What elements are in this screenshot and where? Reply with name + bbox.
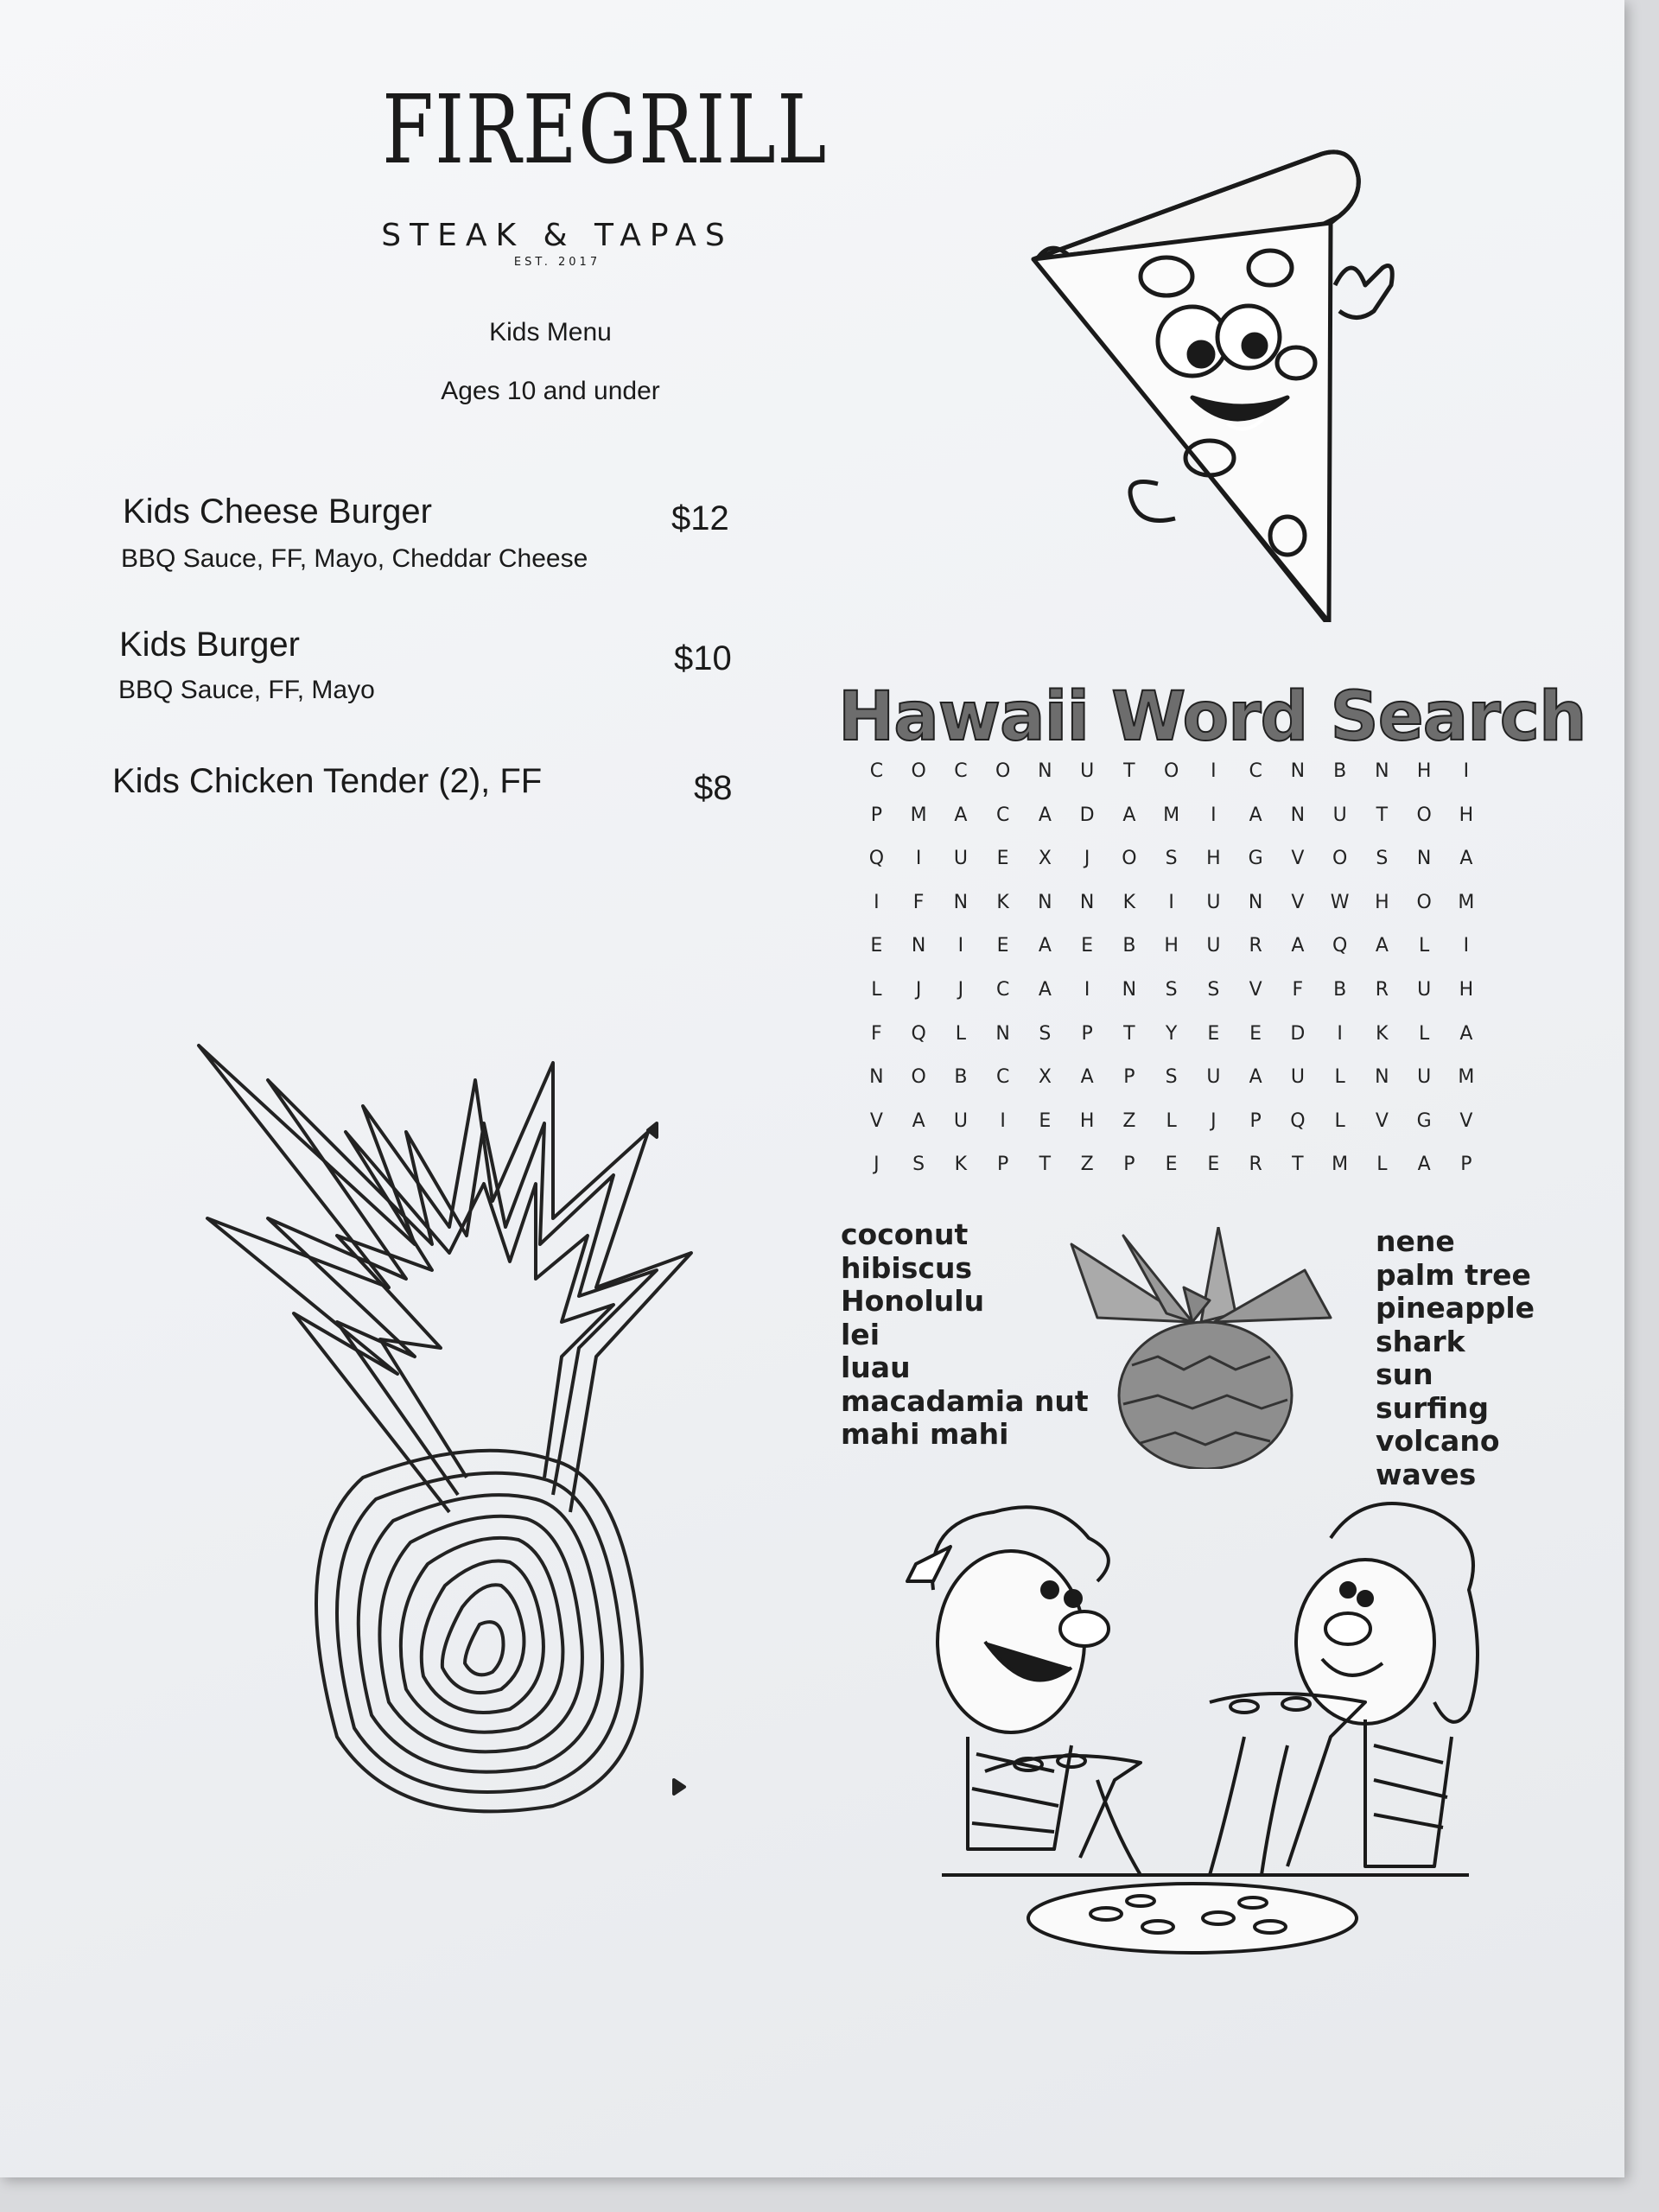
- grid-letter: L: [1418, 1022, 1430, 1045]
- grid-letter: E: [1207, 1022, 1220, 1045]
- grid-letter: A: [1291, 935, 1305, 957]
- grid-letter: M: [1458, 1066, 1475, 1089]
- grid-letter: F: [1292, 978, 1304, 1001]
- grid-letter: A: [954, 804, 968, 826]
- grid-letter: C: [995, 978, 1010, 1001]
- word-list-left: [841, 1218, 1089, 1452]
- grid-letter: E: [1207, 1154, 1220, 1176]
- grid-letter: T: [1123, 760, 1135, 782]
- grid-letter: I: [1463, 760, 1470, 782]
- grid-spacer: [1487, 935, 1529, 957]
- grid-letter: O: [1416, 891, 1432, 913]
- grid-letter: N: [1375, 760, 1389, 782]
- grid-letter: U: [1290, 1066, 1305, 1089]
- grid-letter: Q: [911, 1022, 926, 1045]
- grid-letter: X: [1038, 848, 1052, 870]
- grid-letter: I: [1000, 1109, 1006, 1132]
- grid-letter: A: [1038, 935, 1052, 957]
- grid-letter: U: [1206, 1066, 1221, 1089]
- grid-spacer: [1487, 760, 1529, 783]
- grid-letter: N: [1038, 760, 1052, 782]
- grid-letter: G: [1248, 848, 1263, 870]
- grid-letter: C: [954, 760, 968, 782]
- grid-letter: T: [1123, 1022, 1135, 1045]
- grid-letter: R: [1249, 1154, 1262, 1176]
- grid-letter: B: [1122, 935, 1136, 957]
- grid-letter: I: [874, 891, 880, 913]
- grid-letter: S: [1207, 978, 1220, 1001]
- grid-spacer: [1487, 1066, 1529, 1089]
- grid-letter: D: [1290, 1022, 1306, 1045]
- grid-spacer: [1487, 1023, 1529, 1046]
- grid-letter: P: [1123, 1154, 1135, 1176]
- logo-tagline: STEAK & TAPAS: [381, 218, 734, 253]
- grid-letter: U: [1206, 891, 1221, 913]
- grid-letter: N: [1038, 891, 1052, 913]
- menu-item-price: $10: [674, 639, 732, 677]
- grid-letter: T: [1292, 1154, 1304, 1176]
- grid-letter: A: [1038, 804, 1052, 826]
- grid-letter: M: [910, 804, 927, 826]
- grid-letter: J: [874, 1154, 880, 1176]
- word-list-item: mahi mahi: [841, 1417, 1009, 1451]
- grid-letter: I: [1463, 935, 1470, 957]
- grid-letter: P: [870, 804, 883, 826]
- grid-letter: H: [1416, 760, 1432, 782]
- grid-letter: A: [1249, 1066, 1262, 1089]
- menu-title: Kids Menu: [489, 318, 612, 346]
- grid-letter: L: [1376, 1154, 1388, 1176]
- grid-letter: V: [1375, 1109, 1389, 1132]
- grid-letter: S: [1376, 848, 1389, 870]
- grid-letter: F: [871, 1022, 882, 1045]
- grid-letter: E: [996, 848, 1009, 870]
- grid-letter: Z: [1080, 1154, 1094, 1176]
- menu-item-price: $12: [671, 499, 729, 537]
- grid-letter: B: [1333, 978, 1347, 1001]
- menu-item-price: $8: [694, 769, 733, 807]
- grid-letter: U: [1417, 1066, 1432, 1089]
- grid-letter: S: [1165, 1066, 1178, 1089]
- word-list-item: nene: [1376, 1224, 1455, 1258]
- grid-letter: I: [1337, 1022, 1343, 1045]
- word-list-item: hibiscus: [841, 1250, 973, 1285]
- grid-letter: R: [1375, 978, 1389, 1001]
- grid-letter: U: [1080, 760, 1095, 782]
- grid-letter: M: [1332, 1154, 1349, 1176]
- grid-spacer: [1487, 892, 1529, 914]
- grid-letter: C: [995, 804, 1010, 826]
- grid-spacer: [1487, 804, 1529, 827]
- word-list-item: luau: [841, 1351, 911, 1384]
- word-list-item: coconut: [841, 1217, 969, 1251]
- word-list-item: surfing: [1376, 1390, 1489, 1425]
- grid-letter: P: [1249, 1109, 1262, 1132]
- grid-letter: Q: [868, 848, 885, 870]
- grid-letter: J: [915, 978, 922, 1001]
- grid-letter: O: [1416, 804, 1432, 826]
- grid-letter: I: [915, 848, 922, 870]
- grid-letter: A: [1122, 804, 1136, 826]
- grid-letter: N: [1416, 848, 1432, 870]
- logo-established: EST. 2017: [513, 256, 601, 269]
- grid-letter: D: [1079, 804, 1095, 826]
- grid-letter: O: [1122, 848, 1137, 870]
- grid-letter: E: [1081, 935, 1094, 957]
- grid-letter: W: [1330, 891, 1350, 913]
- grid-letter: N: [953, 891, 969, 913]
- grid-letter: N: [869, 1066, 884, 1089]
- grid-letter: E: [1039, 1109, 1052, 1132]
- grid-letter: B: [954, 1066, 968, 1089]
- word-list-right: [1376, 1225, 1535, 1491]
- grid-letter: B: [1333, 760, 1347, 782]
- waving-pizza-slice-icon: [1011, 138, 1460, 622]
- grid-letter: N: [1122, 978, 1137, 1001]
- grid-letter: A: [1080, 1066, 1094, 1089]
- grid-spacer: [1487, 1154, 1529, 1176]
- grid-letter: C: [869, 760, 884, 782]
- grid-letter: O: [995, 760, 1011, 782]
- grid-letter: A: [1249, 804, 1262, 826]
- word-list-item: lei: [841, 1317, 880, 1351]
- grid-letter: K: [1376, 1022, 1389, 1045]
- grid-letter: U: [1417, 978, 1432, 1001]
- grid-letter: V: [869, 1109, 883, 1132]
- grid-letter: Q: [1332, 935, 1348, 957]
- grid-letter: X: [1038, 1066, 1052, 1089]
- restaurant-logo: FIREGRILL: [382, 74, 828, 185]
- grid-letter: L: [1166, 1109, 1177, 1132]
- grid-letter: J: [957, 978, 964, 1001]
- grid-letter: N: [1290, 804, 1306, 826]
- grid-letter: V: [1291, 848, 1305, 870]
- grid-letter: P: [1081, 1022, 1093, 1045]
- pineapple-maze-icon: [190, 1028, 743, 1840]
- word-list-item: Honolulu: [841, 1284, 985, 1318]
- grid-letter: S: [1165, 978, 1178, 1001]
- grid-letter: O: [911, 1066, 926, 1089]
- grid-spacer: [1487, 848, 1529, 870]
- grid-letter: G: [1416, 1109, 1432, 1132]
- grid-letter: S: [912, 1154, 925, 1176]
- grid-letter: U: [953, 848, 968, 870]
- grid-letter: C: [995, 1066, 1010, 1089]
- grid-letter: T: [1376, 804, 1389, 826]
- grid-letter: N: [1248, 891, 1263, 913]
- grid-letter: R: [1249, 935, 1262, 957]
- grid-letter: A: [1375, 935, 1389, 957]
- grid-letter: A: [1038, 978, 1052, 1001]
- grid-letter: M: [1458, 891, 1475, 913]
- grid-letter: E: [1249, 1022, 1262, 1045]
- grid-letter: N: [1375, 1066, 1389, 1089]
- menu-item-description: BBQ Sauce, FF, Mayo: [118, 676, 375, 704]
- grid-letter: F: [912, 891, 925, 913]
- grid-letter: E: [1165, 1154, 1178, 1176]
- grid-letter: Y: [1165, 1022, 1178, 1045]
- grid-letter: V: [1249, 978, 1262, 1001]
- grid-letter: P: [996, 1154, 1009, 1176]
- word-list-item: palm tree: [1376, 1257, 1531, 1292]
- grid-letter: C: [1249, 760, 1262, 782]
- grid-letter: V: [1459, 1109, 1473, 1132]
- grid-letter: V: [1291, 891, 1305, 913]
- grid-letter: M: [1163, 804, 1180, 826]
- grid-letter: K: [954, 1154, 968, 1176]
- grid-letter: L: [871, 978, 882, 1001]
- menu-item-description: BBQ Sauce, FF, Mayo, Cheddar Cheese: [121, 544, 588, 573]
- grid-letter: A: [1459, 848, 1473, 870]
- grid-letter: K: [1122, 891, 1136, 913]
- grid-spacer: [1487, 1110, 1529, 1133]
- grid-letter: U: [953, 1109, 968, 1132]
- grid-letter: H: [1164, 935, 1179, 957]
- grid-letter: H: [1206, 848, 1221, 870]
- word-list-item: pineapple: [1376, 1291, 1535, 1325]
- grid-letter: I: [1084, 978, 1090, 1001]
- menu-item-name: Kids Burger: [119, 626, 300, 664]
- grid-letter: H: [1459, 978, 1474, 1001]
- grid-letter: A: [1459, 1022, 1473, 1045]
- word-list-item: shark: [1376, 1324, 1465, 1358]
- grid-letter: I: [1211, 760, 1217, 782]
- grid-letter: N: [911, 935, 926, 957]
- grid-spacer: [1487, 979, 1529, 1001]
- word-list-item: macadamia nut: [841, 1383, 1089, 1418]
- menu-item-name: Kids Chicken Tender (2), FF: [112, 762, 543, 800]
- grid-letter: Z: [1122, 1109, 1136, 1132]
- grid-letter: H: [1375, 891, 1389, 913]
- menu-item-name: Kids Cheese Burger: [123, 493, 432, 531]
- grid-letter: I: [957, 935, 964, 957]
- grid-letter: O: [911, 760, 926, 782]
- grid-letter: N: [995, 1022, 1010, 1045]
- pineapple-icon: [1063, 1227, 1348, 1469]
- grid-letter: N: [1290, 760, 1306, 782]
- grid-letter: P: [1460, 1154, 1472, 1176]
- grid-letter: P: [1123, 1066, 1135, 1089]
- grid-letter: J: [1211, 1109, 1217, 1132]
- grid-letter: N: [1079, 891, 1095, 913]
- grid-letter: H: [1079, 1109, 1095, 1132]
- grid-letter: S: [1165, 848, 1178, 870]
- word-list-item: volcano: [1376, 1424, 1500, 1458]
- grid-letter: L: [1418, 935, 1430, 957]
- grid-letter: T: [1039, 1154, 1052, 1176]
- grid-letter: I: [1211, 804, 1217, 826]
- word-list-item: waves: [1376, 1457, 1477, 1491]
- grid-letter: A: [912, 1109, 925, 1132]
- grid-letter: U: [1206, 935, 1221, 957]
- grid-letter: O: [1332, 848, 1348, 870]
- grid-letter: A: [1417, 1154, 1431, 1176]
- word-list-item: sun: [1376, 1357, 1433, 1391]
- grid-letter: L: [955, 1022, 966, 1045]
- grid-letter: E: [870, 935, 883, 957]
- grid-letter: Q: [1290, 1109, 1306, 1132]
- grid-letter: J: [1084, 848, 1090, 870]
- grid-letter: O: [1163, 760, 1179, 782]
- grid-letter: I: [1168, 891, 1174, 913]
- word-search-title: Hawaii Word Search: [838, 678, 1586, 756]
- grid-letter: L: [1334, 1109, 1345, 1132]
- grid-letter: E: [996, 935, 1009, 957]
- grid-letter: K: [996, 891, 1009, 913]
- grid-letter: S: [1039, 1022, 1052, 1045]
- grid-letter: H: [1459, 804, 1474, 826]
- grid-letter: L: [1334, 1066, 1345, 1089]
- menu-subtitle: Ages 10 and under: [441, 377, 660, 405]
- grid-letter: U: [1332, 804, 1347, 826]
- kids-eating-pizza-icon: [881, 1486, 1503, 1970]
- word-search-grid: [855, 760, 1529, 1176]
